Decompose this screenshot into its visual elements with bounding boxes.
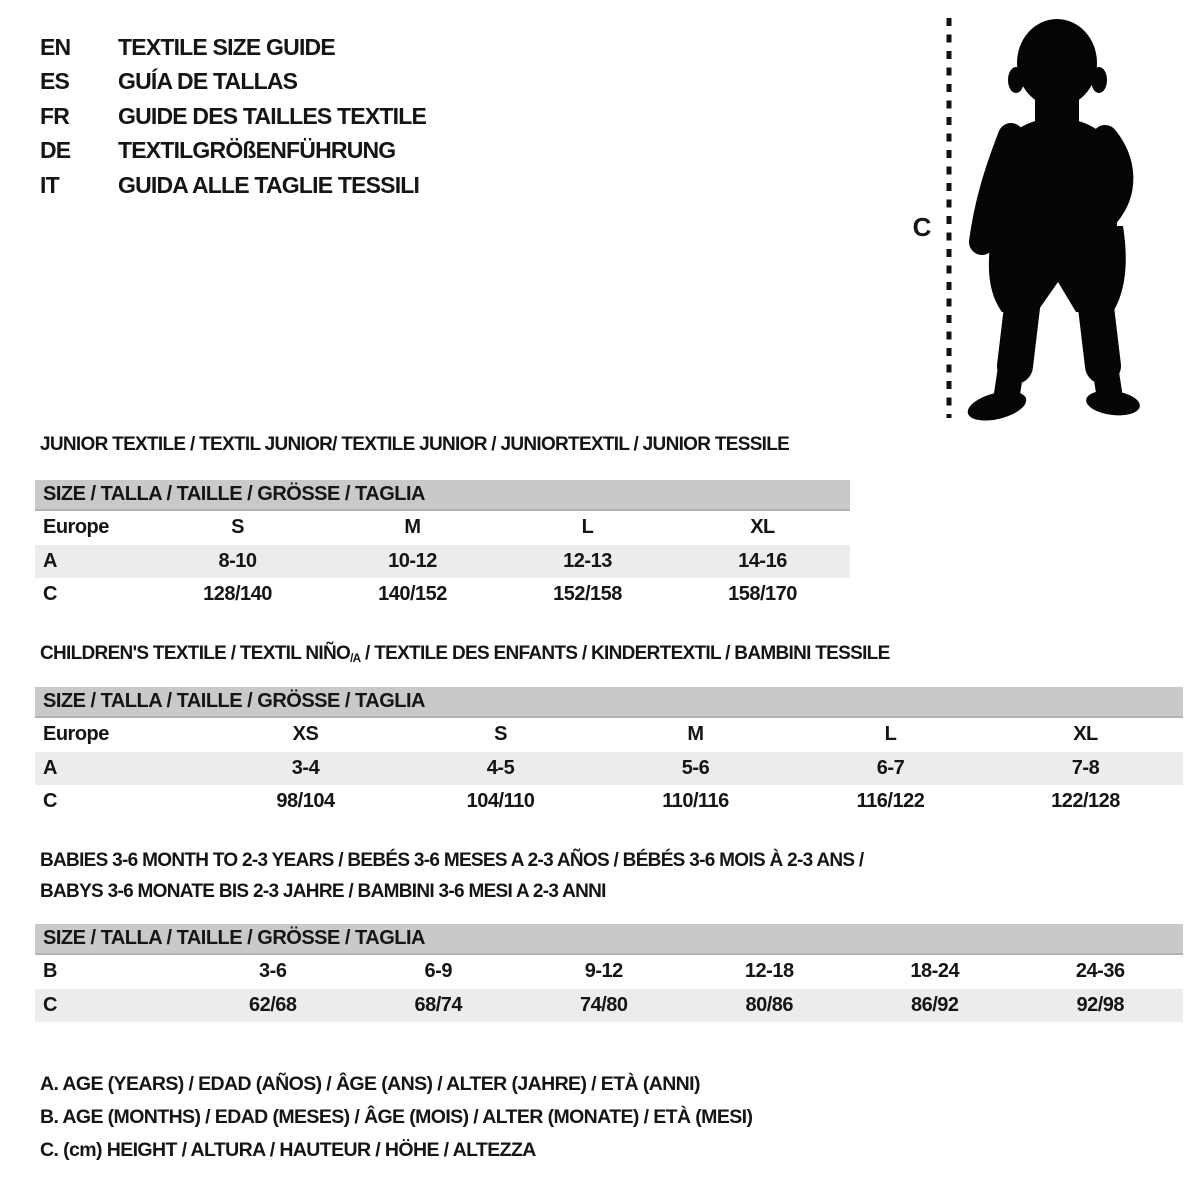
table-cell: 3-4 bbox=[291, 756, 320, 779]
language-title: GUIDE DES TAILLES TEXTILE bbox=[118, 102, 426, 129]
language-row bbox=[40, 134, 426, 169]
language-code: DE bbox=[40, 137, 71, 164]
table-cell: XL bbox=[1073, 723, 1098, 746]
table-cell: 18-24 bbox=[910, 960, 960, 983]
language-title: GUÍA DE TALLAS bbox=[118, 68, 298, 95]
table-cell: 6-7 bbox=[876, 756, 905, 779]
language-code: ES bbox=[40, 68, 70, 95]
table-cell: 152/158 bbox=[553, 583, 622, 606]
table-row-height bbox=[35, 785, 1183, 819]
table-row-height bbox=[35, 989, 1183, 1023]
legend-line-c: C. (cm) HEIGHT / ALTURA / HAUTEUR / HÖHE / ALTEZZA bbox=[40, 1139, 536, 1161]
table-cell: 9-12 bbox=[584, 960, 623, 983]
table-row-age-months bbox=[35, 955, 1183, 989]
toddler-body bbox=[965, 19, 1142, 424]
table-cell: 98/104 bbox=[276, 790, 335, 813]
table-cell: 3-6 bbox=[259, 960, 287, 983]
table-cell: XL bbox=[750, 516, 775, 539]
table-cell: 10-12 bbox=[388, 549, 437, 572]
children-title-sub: /A bbox=[350, 652, 361, 666]
table-cell: 12-18 bbox=[744, 960, 794, 983]
table-row-europe bbox=[35, 718, 1183, 752]
row-label: C bbox=[43, 993, 57, 1016]
size-header-label: SIZE / TALLA / TAILLE / GRÖSSE / TAGLIA bbox=[43, 927, 425, 949]
table-row-europe bbox=[35, 511, 850, 545]
table-cell: 14-16 bbox=[738, 549, 787, 572]
language-row bbox=[40, 99, 426, 134]
babies-title-line2: BABYS 3-6 MONATE BIS 2-3 JAHRE / BAMBINI 3-6 MESI A 2-3 ANNI bbox=[40, 881, 606, 902]
table-row-age bbox=[35, 545, 850, 579]
language-code: IT bbox=[40, 171, 59, 198]
legend bbox=[40, 1068, 752, 1167]
table-cell: L bbox=[884, 723, 897, 746]
table-cell: M bbox=[404, 516, 421, 539]
language-title-list bbox=[40, 30, 426, 203]
table-cell: 158/170 bbox=[728, 583, 797, 606]
height-label-c: C bbox=[912, 212, 932, 242]
language-code: FR bbox=[40, 102, 70, 129]
row-label: C bbox=[43, 790, 57, 813]
language-row bbox=[40, 168, 426, 203]
table-header-band bbox=[35, 687, 1183, 718]
table-cell: 62/68 bbox=[248, 993, 297, 1016]
table-cell: 7-8 bbox=[1071, 756, 1100, 779]
table-cell: 128/140 bbox=[203, 583, 272, 606]
table-cell: S bbox=[231, 516, 244, 539]
table-cell: 92/98 bbox=[1076, 993, 1125, 1016]
size-header-label: SIZE / TALLA / TAILLE / GRÖSSE / TAGLIA bbox=[43, 483, 425, 505]
table-row-height bbox=[35, 578, 850, 612]
table-cell: 104/110 bbox=[466, 790, 535, 813]
table-cell: S bbox=[494, 723, 507, 746]
table-cell: XS bbox=[292, 723, 319, 746]
table-cell: 8-10 bbox=[218, 549, 257, 572]
children-title-post: / TEXTILE DES ENFANTS / KINDERTEXTIL / BAMBINI TESSILE bbox=[360, 643, 890, 664]
babies-size-table bbox=[35, 924, 1183, 1022]
row-label: Europe bbox=[43, 516, 109, 539]
language-title: TEXTILGRÖßENFÜHRUNG bbox=[118, 137, 396, 164]
children-title-pre: CHILDREN'S TEXTILE / TEXTIL NIÑO bbox=[40, 643, 351, 664]
row-label: B bbox=[43, 960, 57, 983]
table-cell: 24-36 bbox=[1075, 960, 1125, 983]
section-title-children bbox=[40, 643, 890, 665]
section-title-babies bbox=[40, 845, 864, 907]
table-cell: 116/122 bbox=[856, 790, 925, 813]
table-cell: 68/74 bbox=[414, 993, 463, 1016]
row-label: A bbox=[43, 756, 57, 779]
section-title-junior: JUNIOR TEXTILE / TEXTIL JUNIOR/ TEXTILE JUNIOR / JUNIORTEXTIL / JUNIOR TESSILE bbox=[40, 434, 790, 455]
children-size-table bbox=[35, 687, 1183, 819]
language-code: EN bbox=[40, 33, 71, 60]
toddler-silhouette-icon bbox=[935, 14, 1145, 424]
table-header-band bbox=[35, 480, 850, 511]
table-cell: L bbox=[581, 516, 594, 539]
table-cell: M bbox=[687, 723, 704, 746]
language-title: TEXTILE SIZE GUIDE bbox=[118, 33, 335, 60]
table-cell: 86/92 bbox=[910, 993, 959, 1016]
junior-size-table bbox=[35, 480, 850, 612]
legend-line-a: A. AGE (YEARS) / EDAD (AÑOS) / ÂGE (ANS) / ALTER (JAHRE) / ETÀ (ANNI) bbox=[40, 1073, 700, 1095]
language-row bbox=[40, 65, 426, 100]
table-cell: 74/80 bbox=[579, 993, 628, 1016]
babies-title-line1: BABIES 3-6 MONTH TO 2-3 YEARS / BEBÉS 3-6 MESES A 2-3 AÑOS / BÉBÉS 3-6 MOIS À 2-3 ANS / bbox=[40, 850, 864, 871]
table-cell: 140/152 bbox=[378, 583, 447, 606]
table-row-age bbox=[35, 752, 1183, 786]
table-cell: 5-6 bbox=[681, 756, 710, 779]
legend-line-b: B. AGE (MONTHS) / EDAD (MESES) / ÂGE (MOIS) / ALTER (MONATE) / ETÀ (MESI) bbox=[40, 1106, 753, 1128]
language-title: GUIDA ALLE TAGLIE TESSILI bbox=[118, 171, 420, 198]
language-row bbox=[40, 30, 426, 65]
size-header-label: SIZE / TALLA / TAILLE / GRÖSSE / TAGLIA bbox=[43, 690, 425, 712]
row-label: Europe bbox=[43, 723, 109, 746]
table-cell: 110/116 bbox=[662, 790, 729, 813]
row-label: C bbox=[43, 583, 57, 606]
table-cell: 6-9 bbox=[424, 960, 452, 983]
table-cell: 122/128 bbox=[1051, 790, 1120, 813]
table-header-band bbox=[35, 924, 1183, 955]
table-cell: 12-13 bbox=[563, 549, 612, 572]
row-label: A bbox=[43, 549, 57, 572]
table-cell: 4-5 bbox=[486, 756, 515, 779]
table-cell: 80/86 bbox=[745, 993, 794, 1016]
